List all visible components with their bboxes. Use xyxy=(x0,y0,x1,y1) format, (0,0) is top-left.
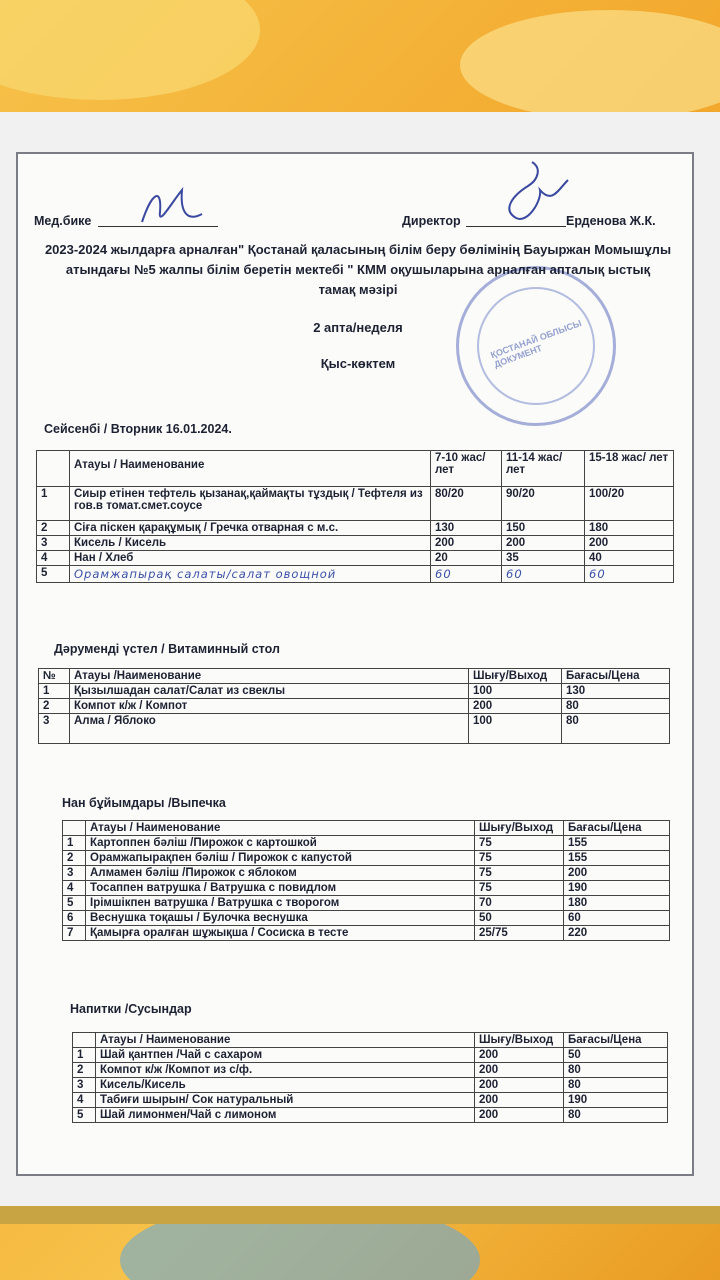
dish-name: Сиыр етінен тефтель қызанақ,қаймақты тұздық / Тефтеля из гов.в томат.смет.соусе xyxy=(70,487,431,521)
table-row xyxy=(37,521,674,536)
drinks-table xyxy=(72,1032,668,1123)
vitamin-table xyxy=(38,668,670,744)
row-number: 5 xyxy=(37,566,70,583)
row-number: 3 xyxy=(73,1078,96,1093)
table-row xyxy=(63,881,670,896)
vitamin-section-title: Дәруменді үстел / Витаминный стол xyxy=(54,642,280,656)
header-cell: Бағасы/Цена xyxy=(564,821,670,836)
dish-name: Нан / Хлеб xyxy=(70,551,431,566)
item-output: 200 xyxy=(475,1078,564,1093)
header-cell xyxy=(37,451,70,487)
wall-decoration xyxy=(0,0,260,100)
director-signature xyxy=(482,160,572,230)
row-number: 1 xyxy=(73,1048,96,1063)
item-price: 80 xyxy=(564,1063,668,1078)
item-output: 100 xyxy=(469,714,562,744)
title-line: 2023-2024 жылдарға арналған" Қостанай қаласының білім беру бөлімінің Бауыржан Момышұлы xyxy=(44,242,672,257)
item-name: Веснушка тоқашы / Булочка веснушка xyxy=(86,911,475,926)
table-row xyxy=(73,1093,668,1108)
item-name: Орамжапырақпен бәліш / Пирожок с капустой xyxy=(86,851,475,866)
row-number: 3 xyxy=(37,536,70,551)
table-row xyxy=(63,866,670,881)
table-row xyxy=(73,1048,668,1063)
item-name: Шай қантпен /Чай с сахаром xyxy=(96,1048,475,1063)
table-row xyxy=(63,911,670,926)
row-number: 4 xyxy=(37,551,70,566)
row-number: 5 xyxy=(63,896,86,911)
header-cell: Атауы / Наименование xyxy=(86,821,475,836)
item-name: Кисель/Кисель xyxy=(96,1078,475,1093)
document xyxy=(18,154,692,1174)
row-number: 4 xyxy=(63,881,86,896)
row-number: 4 xyxy=(73,1093,96,1108)
item-name: Компот к/ж /Компот из с/ф. xyxy=(96,1063,475,1078)
portion-11-14: 150 xyxy=(502,521,585,536)
row-number: 7 xyxy=(63,926,86,941)
portion-7-10: 130 xyxy=(431,521,502,536)
bakery-section-title: Нан бұйымдары /Выпечка xyxy=(62,796,226,810)
item-price: 155 xyxy=(564,836,670,851)
item-name: Алмамен бәліш /Пирожок с яблоком xyxy=(86,866,475,881)
med-nurse-label: Мед.бике xyxy=(34,214,92,228)
header-cell: Бағасы/Цена xyxy=(564,1033,668,1048)
item-name: Тосаппен ватрушка / Ватрушка с повидлом xyxy=(86,881,475,896)
portion-11-14: 90/20 xyxy=(502,487,585,521)
item-output: 50 xyxy=(475,911,564,926)
header-cell: № xyxy=(39,669,70,684)
item-output: 25/75 xyxy=(475,926,564,941)
table-row xyxy=(63,851,670,866)
item-price: 80 xyxy=(562,714,670,744)
bakery-table xyxy=(62,820,670,941)
item-output: 75 xyxy=(475,836,564,851)
nurse-signature xyxy=(132,182,212,232)
portion-15-18: 100/20 xyxy=(585,487,674,521)
item-output: 200 xyxy=(475,1063,564,1078)
signature-row xyxy=(34,202,682,232)
row-number: 6 xyxy=(63,911,86,926)
wall-decoration xyxy=(460,10,720,120)
portion-7-10: 60 xyxy=(431,566,502,583)
row-number: 3 xyxy=(39,714,70,744)
row-number: 3 xyxy=(63,866,86,881)
stamp-text: ҚОСТАНАЙ ОБЛЫСЫ ДОКУМЕНТ xyxy=(489,318,583,370)
item-price: 80 xyxy=(562,699,670,714)
item-name: Картоппен бәліш /Пирожок с картошкой xyxy=(86,836,475,851)
row-number: 2 xyxy=(37,521,70,536)
table-row xyxy=(63,926,670,941)
row-number: 1 xyxy=(37,487,70,521)
item-output: 200 xyxy=(475,1093,564,1108)
table-row xyxy=(39,699,670,714)
table-row xyxy=(73,1078,668,1093)
portion-7-10: 200 xyxy=(431,536,502,551)
item-price: 50 xyxy=(564,1048,668,1063)
item-price: 130 xyxy=(562,684,670,699)
table-row xyxy=(73,1108,668,1123)
row-number: 5 xyxy=(73,1108,96,1123)
table-row xyxy=(73,1063,668,1078)
dish-name-handwritten: Орамжапырақ салаты/салат овощной xyxy=(70,566,431,583)
item-price: 180 xyxy=(564,896,670,911)
table-header-row xyxy=(63,821,670,836)
header-cell: 7-10 жас/ лет xyxy=(431,451,502,487)
header-cell: Атауы /Наименование xyxy=(70,669,469,684)
portion-11-14: 35 xyxy=(502,551,585,566)
item-output: 75 xyxy=(475,881,564,896)
item-price: 190 xyxy=(564,881,670,896)
table-row xyxy=(63,836,670,851)
table-header-row xyxy=(73,1033,668,1048)
table-row xyxy=(37,536,674,551)
item-price: 200 xyxy=(564,866,670,881)
menu-sheet xyxy=(16,152,694,1176)
row-number: 1 xyxy=(39,684,70,699)
item-name: Алма / Яблоко xyxy=(70,714,469,744)
table-header-row xyxy=(39,669,670,684)
table-row xyxy=(63,896,670,911)
main-menu-table xyxy=(36,450,674,583)
header-cell: Шығу/Выход xyxy=(469,669,562,684)
item-output: 75 xyxy=(475,851,564,866)
table-row xyxy=(37,566,674,583)
portion-7-10: 20 xyxy=(431,551,502,566)
table-row xyxy=(39,684,670,699)
picture-frame xyxy=(0,112,720,1224)
week-label: 2 апта/неделя xyxy=(313,320,403,335)
dish-name: Сіға піскен қарақұмық / Гречка отварная с м.с. xyxy=(70,521,431,536)
row-number: 2 xyxy=(73,1063,96,1078)
header-cell: Шығу/Выход xyxy=(475,821,564,836)
item-name: Қамырға оралған шұжықша / Сосиска в тесте xyxy=(86,926,475,941)
portion-7-10: 80/20 xyxy=(431,487,502,521)
item-name: Табиғи шырын/ Сок натуральный xyxy=(96,1093,475,1108)
table-header-row xyxy=(37,451,674,487)
item-name: Қызылшадан салат/Салат из свеклы xyxy=(70,684,469,699)
item-price: 80 xyxy=(564,1108,668,1123)
title-line: тамақ мәзірі xyxy=(318,282,398,297)
item-output: 70 xyxy=(475,896,564,911)
director-name: Ерденова Ж.К. xyxy=(566,214,656,228)
header-cell: 15-18 жас/ лет xyxy=(585,451,674,487)
portion-11-14: 60 xyxy=(502,566,585,583)
item-price: 60 xyxy=(564,911,670,926)
item-output: 200 xyxy=(475,1048,564,1063)
item-name: Компот к/ж / Компот xyxy=(70,699,469,714)
header-cell: Шығу/Выход xyxy=(475,1033,564,1048)
header-cell: Атауы / Наименование xyxy=(70,451,431,487)
header-cell: Атауы / Наименование xyxy=(96,1033,475,1048)
item-output: 100 xyxy=(469,684,562,699)
item-price: 155 xyxy=(564,851,670,866)
menu-title xyxy=(38,240,678,300)
item-price: 190 xyxy=(564,1093,668,1108)
portion-15-18: 180 xyxy=(585,521,674,536)
item-price: 80 xyxy=(564,1078,668,1093)
row-number: 1 xyxy=(63,836,86,851)
table-row xyxy=(39,714,670,744)
title-line: атындағы №5 жалпы білім беретін мектебі " КММ оқушыларына арналған апталық ыстық xyxy=(65,262,651,277)
drinks-section-title: Напитки /Сусындар xyxy=(70,1002,192,1016)
header-cell xyxy=(73,1033,96,1048)
item-output: 75 xyxy=(475,866,564,881)
season-label: Қыс-көктем xyxy=(320,356,396,371)
item-name: Ірімшікпен ватрушка / Ватрушка с творогом xyxy=(86,896,475,911)
portion-15-18: 200 xyxy=(585,536,674,551)
portion-11-14: 200 xyxy=(502,536,585,551)
header-cell: Бағасы/Цена xyxy=(562,669,670,684)
row-number: 2 xyxy=(63,851,86,866)
dish-name: Кисель / Кисель xyxy=(70,536,431,551)
director-label: Директор xyxy=(402,214,461,228)
table-row xyxy=(37,551,674,566)
header-cell: 11-14 жас/ лет xyxy=(502,451,585,487)
item-output: 200 xyxy=(469,699,562,714)
item-price: 220 xyxy=(564,926,670,941)
table-row xyxy=(37,487,674,521)
portion-15-18: 40 xyxy=(585,551,674,566)
item-output: 200 xyxy=(475,1108,564,1123)
portion-15-18: 60 xyxy=(585,566,674,583)
day-label: Сейсенбі / Вторник 16.01.2024. xyxy=(44,422,232,436)
row-number: 2 xyxy=(39,699,70,714)
header-cell xyxy=(63,821,86,836)
item-name: Шай лимонмен/Чай с лимоном xyxy=(96,1108,475,1123)
